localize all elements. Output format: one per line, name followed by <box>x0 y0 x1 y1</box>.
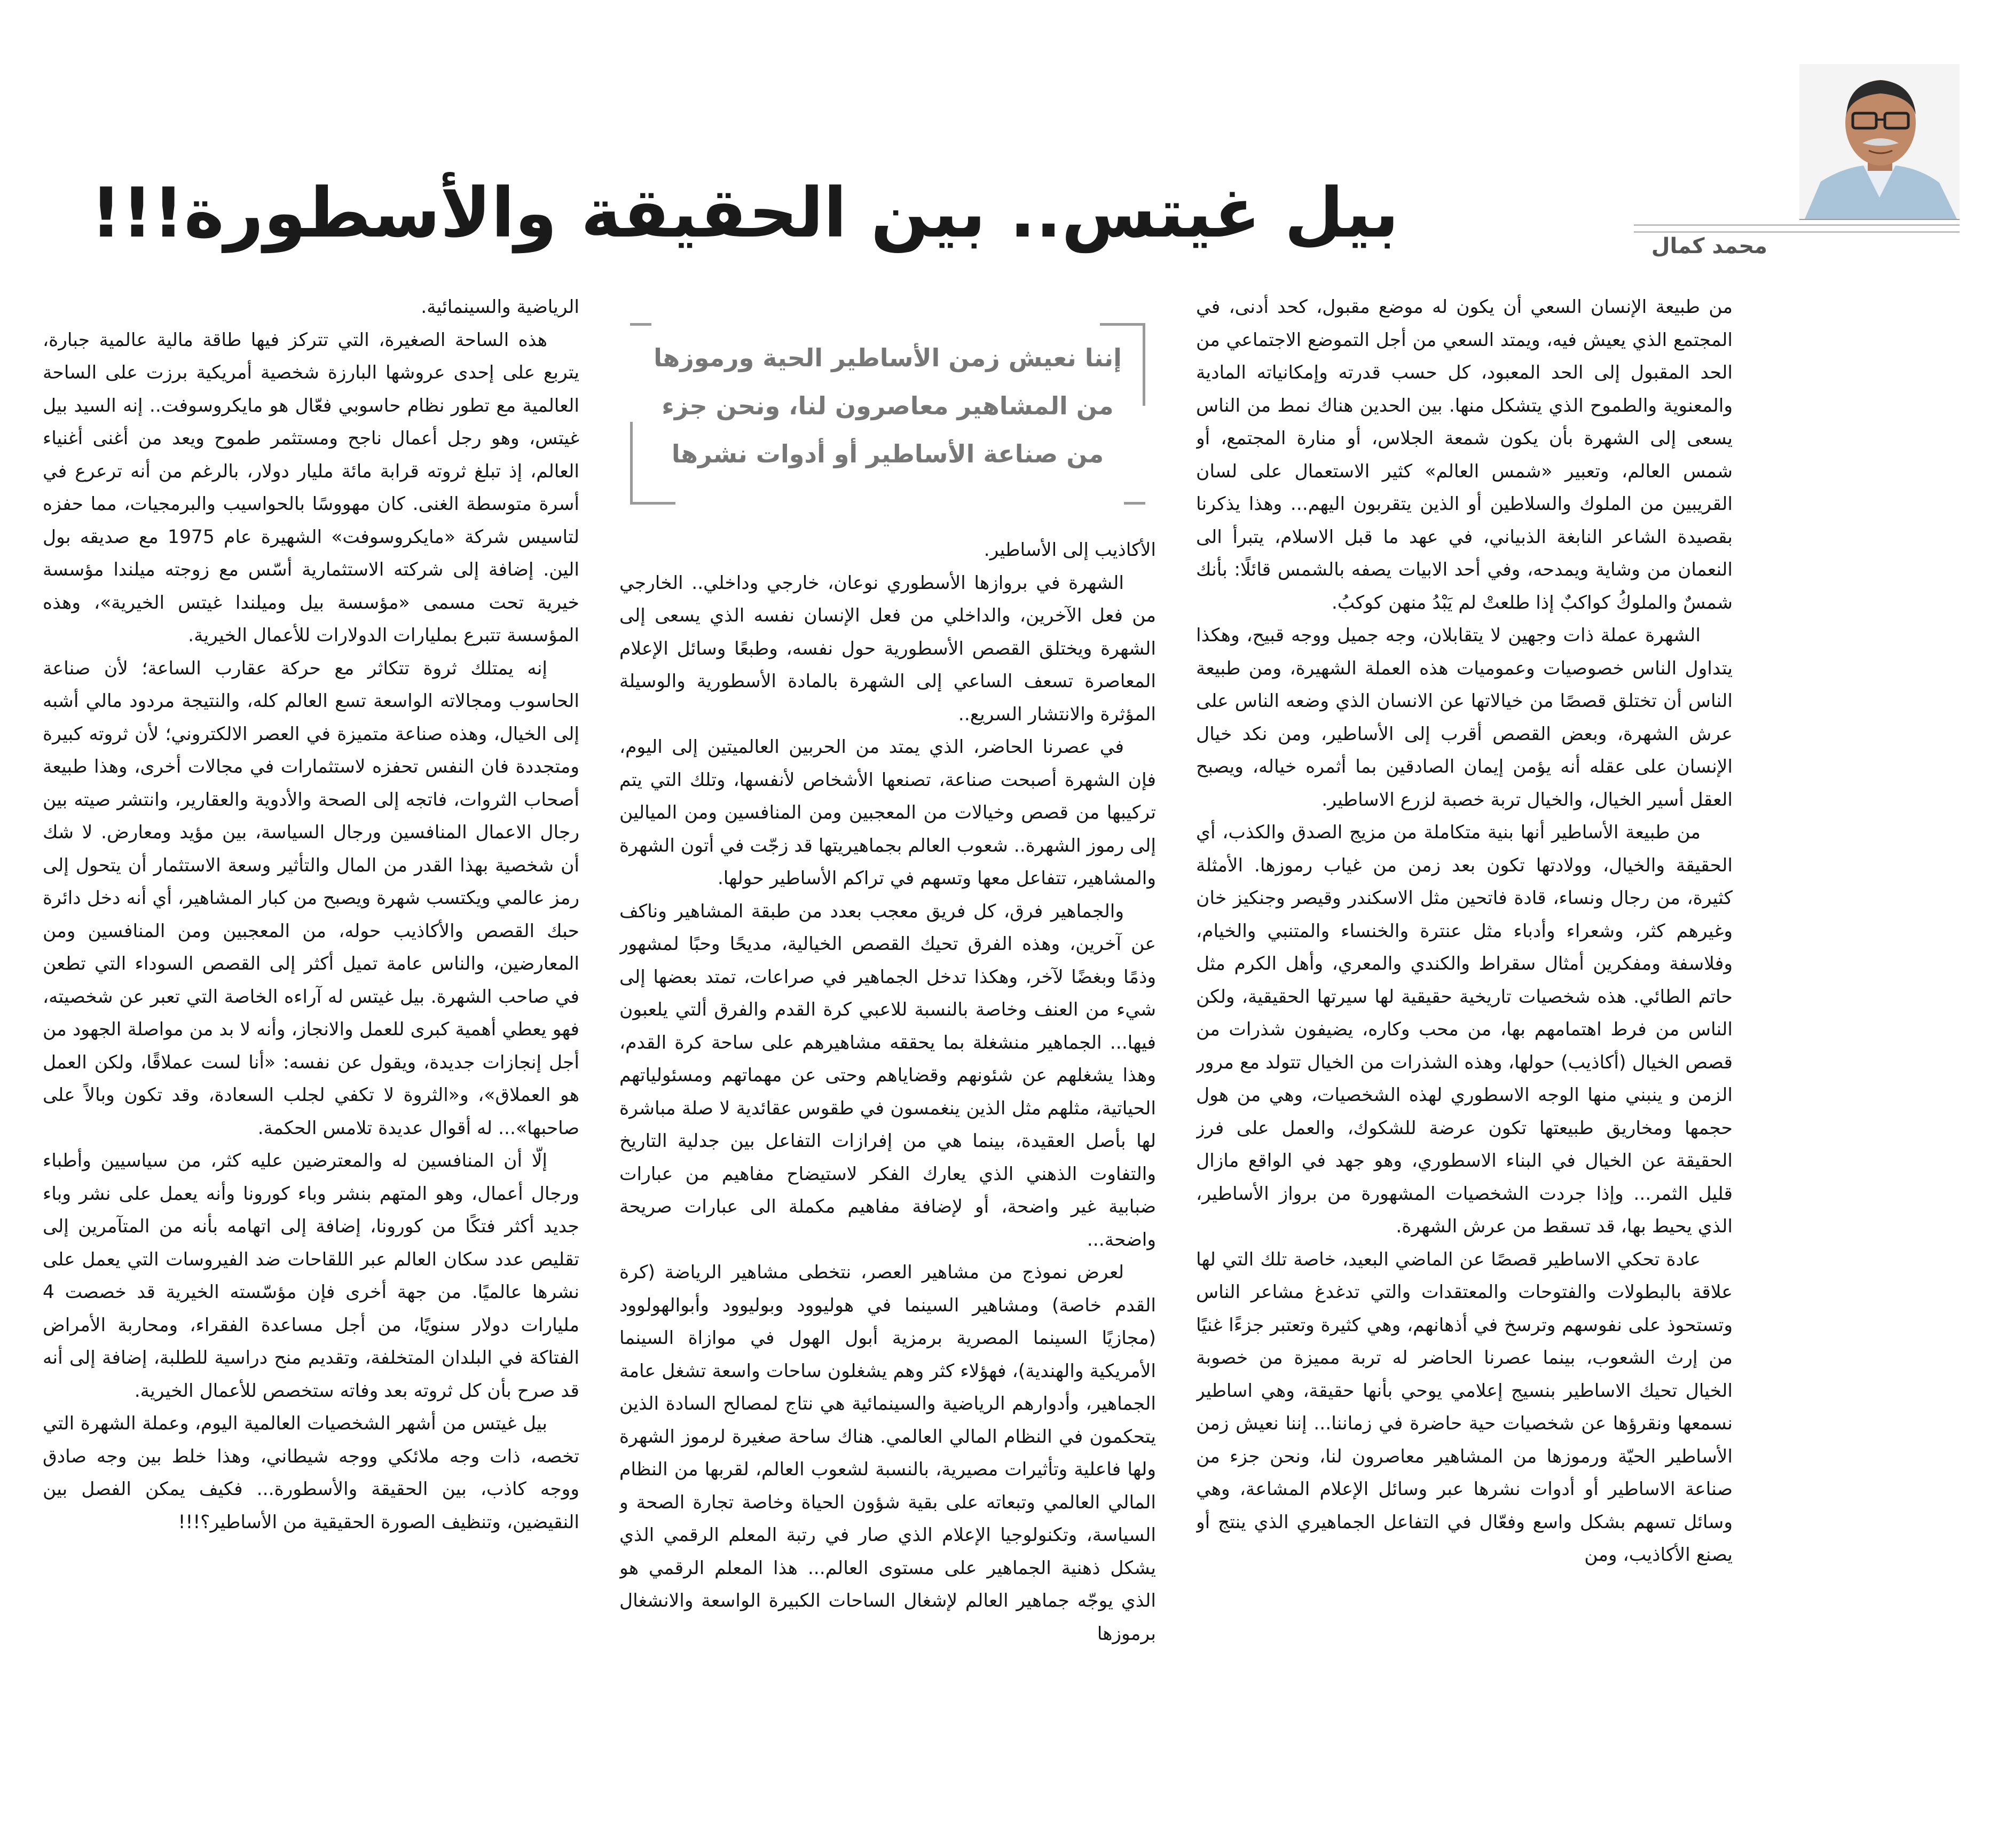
paragraph: الأكاذيب إلى الأساطير. <box>984 539 1156 561</box>
article-headline: بيل غيتس.. بين الحقيقة والأسطورة!!! <box>90 174 1399 253</box>
paragraph: إنه يمتلك ثروة تتكاثر مع حركة عقارب الساعة؛ لأن صناعة الحاسوب ومجالاته الواسعة تسع العالم كله، والنتيجة مردود مالي أشبه إلى الخيال، وهذه صناعة متميزة في العصر الالكتروني؛ لأن ثروته كبيرة ومتجددة فان النفس تحفزه لاستثمارات في مجالات أخرى، وهذا طبيعة أصحاب الثروات، فاتجه إلى الصحة والأدوية والعقارير، وانتشر صيته بين رجال الاعمال المنافسين ورجال السياسة، بين مؤيد ومعارض. لا شك أن شخصية بهذا القدر من المال والتأثير وسعة الاستثمار أن يتحول إلى رمز عالمي ويكتسب شهرة ويصبح من كبار المشاهير، أي أنه دخل دائرة حبك القصص والأكاذيب حوله، من المعجبين ومن المنافسين ومن المعارضين، والناس عامة تميل أكثر إلى القصص السوداء التي تطعن في صاحب الشهرة. بيل غيتس له آراءه الخاصة التي تعبر عن شخصيته، فهو يعطي أهمية كبرى للعمل والانجاز، وأنه لا بد من مواصلة الجهود من أجل إنجازات جديدة، ويقول عن نفسه: «أنا لست عملاقًا، ولكن العمل هو العملاق»، و«الثروة لا تكفي لجلب السعادة، وقد تكون وبالاً على صاحبها»... له أقوال عديدة تلامس الحكمة. <box>43 657 579 1139</box>
author-byline: محمد كمال <box>1651 234 1767 258</box>
paragraph: من طبيعة الأساطير أنها بنية متكاملة من مزيج الصدق والكذب، أي الحقيقة والخيال، وولادتها تكون بعد زمن من غياب رموزها. الأمثلة كثيرة، من رجال ونساء، قادة فاتحين مثل الاسكندر وقيصر وجنكيز خان وغيرهم كثر، وشعراء وأدباء مثل عنترة والخنساء والمتنبي والخيام، وفلاسفة ومفكرين أمثال سقراط والكندي والمعري، وأهل الكرم مثل حاتم الطائي. هذه شخصيات تاريخية حقيقية لها سيرتها الحقيقية، ولكن الناس من فرط اهتمامهم بها، من محب وكاره، يضيفون شذرات من قصص الخيال (أكاذيب) حولها، وهذه الشذرات من الخيال تتولد مع مرور الزمن و ينبني منها الوجه الاسطوري لهذه الشخصيات، وهي من هول حجمها ومخاريق طبيعتها تكون عرضة للشكوك، والعمل على فرز الحقيقة عن الخيال في البناء الاسطوري، وهو جهد في الواقع مازال قليل الثمر... وإذا جردت الشخصيات المشهورة من برواز الأساطير، الذي يحيط بها، قد تسقط من عرش الشهرة. <box>1196 822 1733 1237</box>
pull-quote <box>619 323 1156 505</box>
paragraph: بيل غيتس من أشهر الشخصيات العالمية اليوم، وعملة الشهرة التي تخصه، ذات وجه ملائكي ووجه شيطاني، وهذا خلط بين وجه صادق ووجه كاذب، بين الحقيقة والأسطورة... فكيف يمكن الفصل بين النقيضين، وتنظيف الصورة الحقيقية من الأساطير؟!!! <box>43 1413 579 1533</box>
paragraph: الشهرة في بروازها الأسطوري نوعان، خارجي وداخلي.. الخارجي من فعل الآخرين، والداخلي من فعل الإنسان نفسه الذي يسعى إلى الشهرة ويختلق القصص الأسطورية حول نفسه، وطبعًا وسائل الإعلام المعاصرة تسعف الساعي إلى الشهرة بالمادة الأسطورية والوسيلة المؤثرة والانتشار السريع.. <box>619 572 1156 725</box>
paragraph: من طبيعة الإنسان السعي أن يكون له موضع مقبول، كحد أدنى، في المجتمع الذي يعيش فيه، ويمتد السعي من أجل التموضع الاجتماعي من الحد المقبول إلى الحد المعبود، كل حسب قدرته وإمكانياته المادية والمعنوية والطموح الذي يتشكل منها. بين الحدين هناك نمط من الناس يسعى إلى الشهرة بأن يكون شمعة الجلاس، أو منارة المجتمع، أو شمس العالم، وتعبير «شمس العالم» كثير الاستعمال على لسان القريبين من الملوك والسلاطين أو الذين يتقربون اليهم... وهذا يذكرنا بقصيدة الشاعر النابغة الذبياني، في عهد ما قبل الاسلام، يتبرأ الى النعمان من وشاية ويمدحه، وفي أحد الابيات يصفه بالشمس قائلًا: بأنك شمسٌ والملوكُ كواكبٌ إذا طلعتْ لم يَبْدُ منهن كوكبُ. <box>1196 296 1733 614</box>
article-column-middle <box>619 291 1156 1839</box>
paragraph: في عصرنا الحاضر، الذي يمتد من الحربين العالميتين إلى اليوم، فإن الشهرة أصبحت صناعة، تصنعها الأشخاص لأنفسها، وتلك التي يتم تركيبها من قصص وخيالات من المعجبين ومن المنافسين ومن الميالين إلى رموز الشهرة.. شعوب العالم بجماهيريتها قد زجّت في أتون الشهرة والمشاهير، تتفاعل معها وتسهم في تراكم الأساطير حولها. <box>619 736 1156 889</box>
paragraph: لعرض نموذج من مشاهير العصر، نتخطى مشاهير الرياضة (كرة القدم خاصة) ومشاهير السينما في هوليوود وبوليوود وأبوالهولوود (مجازيًا السينما المصرية برمزية أبول الهول في موازاة السينما الأمريكية والهندية)، فهؤلاء كثر وهم يشغلون ساحات واسعة تشغل عامة الجماهير، وأدوارهم الرياضية والسينمائية هي نتاج لمصالح السادة الذين يتحكمون في النظام المالي العالمي. هناك ساحة صغيرة لرموز الشهرة ولها فاعلية وتأثيرات مصيرية، بالنسبة لشعوب العالم، لقربها من النظام المالي العالمي وتبعاته على بقية شؤون الحياة وخاصة تجارة الصحة و السياسة، وتكنولوجيا الإعلام الذي صار في رتبة المعلم الرقمي الذي يشكل ذهنية الجماهير على مستوى العالم... هذا المعلم الرقمي هو الذي يوجّه جماهير العالم لإشغال الساحات الكبيرة الواسعة والانشغال برموزها <box>619 1262 1156 1645</box>
author-portrait-image <box>1799 64 1960 219</box>
header-rule <box>1634 224 1960 233</box>
pull-quote-frame <box>1124 502 1145 505</box>
paragraph: هذه الساحة الصغيرة، التي تتركز فيها طاقة مالية عالمية جبارة، يتربع على إحدى عروشها البارزة شخصية أمريكية برزت على الساحة العالمية مع تطور نظام حاسوبي فعّال هو مايكروسوفت.. إنه السيد بيل غيتس، وهو رجل أعمال ناجح ومستثمر طموح ويعد من أغنى أغنياء العالم، إذ تبلغ ثروته قرابة مائة مليار دولار، بالرغم من أنه ترعرع في أسرة متوسطة الغنى. كان مهووسًا بالحواسيب والبرمجيات، مما حفزه لتاسيس شركة «مايكروسوفت» الشهيرة عام 1975 مع صديقه بول الين. إضافة إلى شركته الاستثمارية أسّس مع زوجته ميلندا مؤسسة خيرية تحت مسمى «مؤسسة بيل وميلندا غيتس الخيرية»، وهذه المؤسسة تتبرع بمليارات الدولارات للأعمال الخيرية. <box>43 329 579 646</box>
pull-quote-frame <box>630 323 651 326</box>
paragraph: الرياضية والسينمائية. <box>421 296 579 318</box>
paragraph: إلّا أن المنافسين له والمعترضين عليه كثر، من سياسيين وأطباء ورجال أعمال، وهو المتهم بنشر وباء كورونا وأنه يعمل على نشر وباء جديد أكثر فتكًا من كورونا، إضافة إلى اتهامه بأنه من المتآمرين إلى تقليص عدد سكان العالم عبر اللقاحات ضد الفيروسات التي يعمل على نشرها عالميًا. من جهة أخرى فإن مؤسّسته الخيرية قد خصصت 4 مليارات دولار سنويًا، من أجل مساعدة الفقراء، ومحاربة الأمراض الفتاكة في البلدان المتخلفة، وتقديم منح دراسية للطلبة، إضافة إلى أنه قد صرح بأن كل ثروته بعد وفاته ستخصص للأعمال الخيرية. <box>43 1150 579 1402</box>
paragraph: عادة تحكي الاساطير قصصًا عن الماضي البعيد، خاصة تلك التي لها علاقة بالبطولات والفتوحات والمعتقدات والتي تدغدغ مشاعر الناس وتستحوذ على نفوسهم وترسخ في أذهانهم، وهي كثيرة وتعتبر جزءًا غنيًا من إرث الشعوب، بينما عصرنا الحاضر له تربة مميزة من خصوبة الخيال تحيك الاساطير بنسيج إعلامي يوحي بأنها حقيقة، وهي اساطير نسمعها ونقرؤها عن شخصيات حية حاضرة في زماننا... إننا نعيش زمن الأساطير الحيّة ورموزها من المشاهير معاصرون لنا، ونحن جزء من صناعة الاساطير أو أدوات نشرها عبر وسائل الإعلام المشاعة، وهي وسائل تسهم بشكل واسع وفعّال في التفاعل الجماهيري الذي ينتج أو يصنع الأكاذيب، ومن <box>1196 1248 1733 1566</box>
paragraph: الشهرة عملة ذات وجهين لا يتقابلان، وجه جميل ووجه قبيح، وهكذا يتداول الناس خصوصيات وعموميات هذه العملة الشهيرة، ومن طبيعة الناس أن تختلق قصصًا من خيالاتها عن الانسان الذي وضعه الناس على عرش الشهرة، وبعض القصص أقرب إلى الأساطير، ومن نكد خيال الإنسان على عقله أنه يؤمن إيمان الصادقين بما أثمره خياله، ويصبح العقل أسير الخيال، والخيال تربة خصبة لزرع الاساطير. <box>1196 625 1733 811</box>
pull-quote-text: إننا نعيش زمن الأساطير الحية ورموزها من المشاهير معاصرون لنا، ونحن جزء من صناعة الأساطير أو أدوات نشرها <box>654 343 1122 468</box>
author-photo <box>1799 64 1960 220</box>
article-column-left <box>43 291 579 1839</box>
article-column-right <box>1196 291 1733 1839</box>
paragraph: والجماهير فرق، كل فريق معجب بعدد من طبقة المشاهير وناكف عن آخرين، وهذه الفرق تحيك القصص الخيالية، مديحًا وحبًا لمشهور وذمًا وبغضًا لآخر، وهكذا تدخل الجماهير في صراعات، تمتد بعضها إلى شيء من العنف وخاصة بالنسبة للاعبي كرة القدم والفرق ألتي يلعبون فيها... الجماهير منشغلة بما يحققه مشاهيرهم على ساحة كرة القدم، وهذا يشغلهم عن شئونهم وقضاياهم وحتى عن مهماتهم ومسئولياتهم الحياتية، مثلهم مثل الذين ينغمسون في طقوس عقائدية لا صلة مباشرة لها بأصل العقيدة، بينما هي من إفرازات التفاعل بين جدلية التاريخ والتفاوت الذهني الذي يعارك الفكر لاستيضاح مفاهيم من عبارات ضبابية غير واضحة، أو لإضافة مفاهيم مكملة الى عبارات صريحة واضحة... <box>619 900 1156 1251</box>
